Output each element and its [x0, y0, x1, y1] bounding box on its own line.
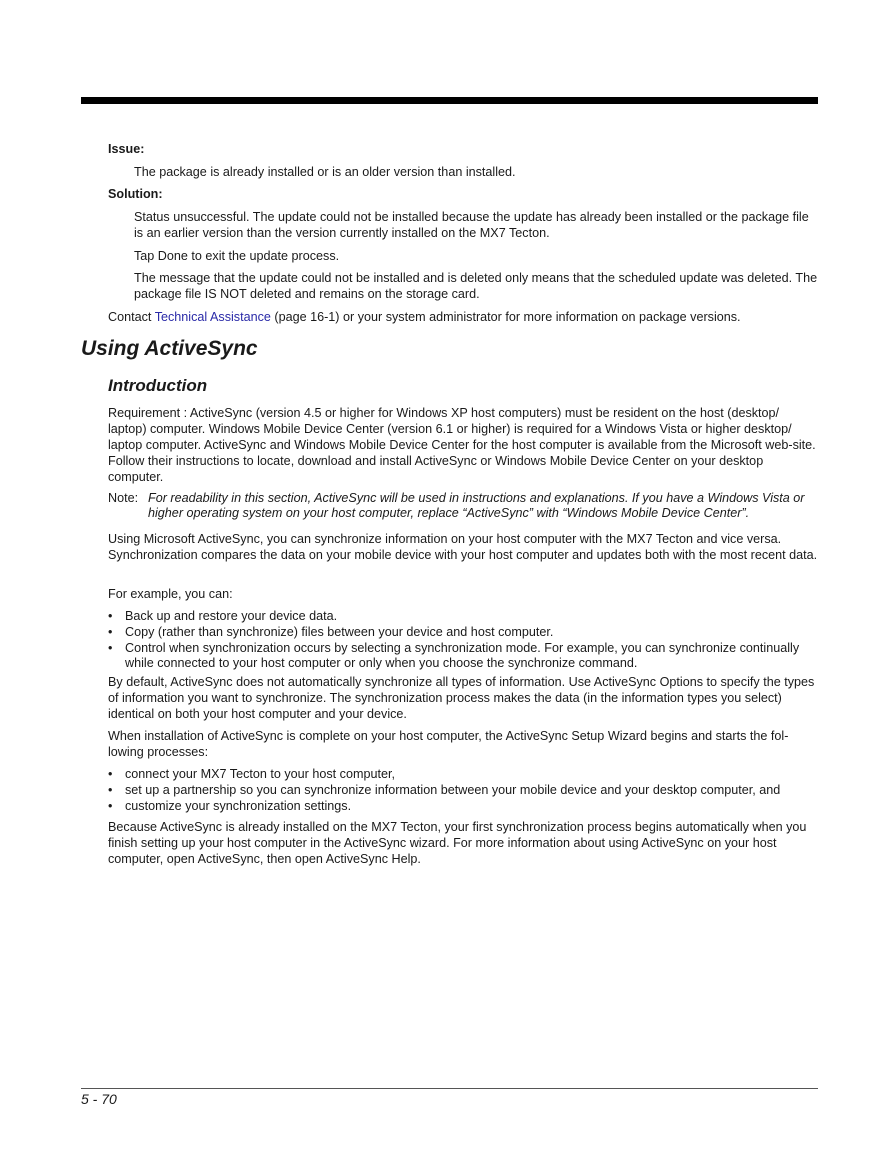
solution-paragraph: Tap Done to exit the update process. [134, 249, 340, 263]
solution-paragraph: Status unsuccessful. The update could not be installed because the update has already been installed or the package file is an earlier version than the version currently installed on the MX7 Tecton. [134, 210, 809, 240]
list-item: • customize your synchronization settings. [108, 799, 352, 813]
bullet-dot: • [108, 799, 113, 813]
because-paragraph: Because ActiveSync is already installed on the MX7 Tecton, your first synchronization process begins automatically when you finish setting up your host computer in the ActiveSync wizard. For more information about using ActiveSync on your host computer, open ActiveSync, then open ActiveSync Help. [108, 820, 807, 866]
contact-suffix: (page 16-1) or your system administrator for more information on package versions. [270, 310, 741, 324]
requirement-paragraph: Requirement : ActiveSync (version 4.5 or higher for Windows XP host computers) must be resident on the host (desktop/ laptop) computer. Windows Mobile Device Center (version 6.1 or higher) is required for a Windows Vista or higher desktop/ laptop computer. ActiveSync and Windows Mobile Device Center for the host computer is available from the Microsoft web-site. Follow their instructions to locate, download and install ActiveSync or Windows Mobile Device Center on your desktop computer. [108, 406, 816, 484]
section-subtitle: Introduction [108, 376, 208, 395]
page-number: 5 - 70 [81, 1091, 117, 1107]
solution-paragraph: The message that the update could not be installed and is deleted only means that the scheduled update was deleted. The package file IS NOT deleted and remains on the storage card. [134, 271, 818, 301]
note-label: Note: [108, 491, 139, 505]
bullet-dot: • [108, 625, 113, 639]
solution-label: Solution: [108, 187, 163, 201]
list-item: • connect your MX7 Tecton to your host computer, [108, 767, 395, 781]
bullet-dot: • [108, 767, 113, 781]
bullet-dot: • [108, 783, 113, 797]
default-paragraph: By default, ActiveSync does not automatically synchronize all types of information. Use ActiveSync Options to specify the types of information you want to synchronize. The synchronization process makes the data (in the information types you select) identical on both your host computer and your device. [108, 675, 815, 721]
footer-rule [81, 1088, 818, 1089]
when-paragraph: When installation of ActiveSync is complete on your host computer, the ActiveSync Setup Wizard begins and starts the fol-lowing processes: [108, 729, 789, 759]
issue-text: The package is already installed or is an older version than installed. [134, 165, 516, 179]
bullet-dot: • [108, 609, 113, 623]
list-item: • Back up and restore your device data. [108, 609, 338, 623]
issue-label: Issue: [108, 142, 145, 156]
technical-assistance-link[interactable]: Technical Assistance [154, 310, 271, 324]
note-text: For readability in this section, ActiveSync will be used in instructions and explanations. If you have a Windows Vista or higher operating system on your host computer, replace “ActiveSync” with “Windows Mobile Device Center”. [148, 491, 805, 520]
list-item: • Control when synchronization occurs by selecting a synchronization mode. For example, you can synchronize continually while connected to your host computer or only when you choose the synchronize command. [108, 641, 800, 670]
using-paragraph: Using Microsoft ActiveSync, you can synchronize information on your host computer with the MX7 Tecton and vice versa. Synchronization compares the data on your mobile device with your host computer and updates both with the most recent data. [108, 532, 818, 562]
list-item: • Copy (rather than synchronize) files between your device and host computer. [108, 625, 554, 639]
contact-line [108, 309, 820, 325]
header-rule [81, 97, 818, 104]
contact-prefix: Contact [108, 310, 155, 324]
list-item: • set up a partnership so you can synchronize information between your mobile device and your desktop computer, and [108, 783, 781, 797]
section-title: Using ActiveSync [81, 337, 258, 360]
bullet-dot: • [108, 641, 113, 655]
example-paragraph: For example, you can: [108, 587, 233, 601]
